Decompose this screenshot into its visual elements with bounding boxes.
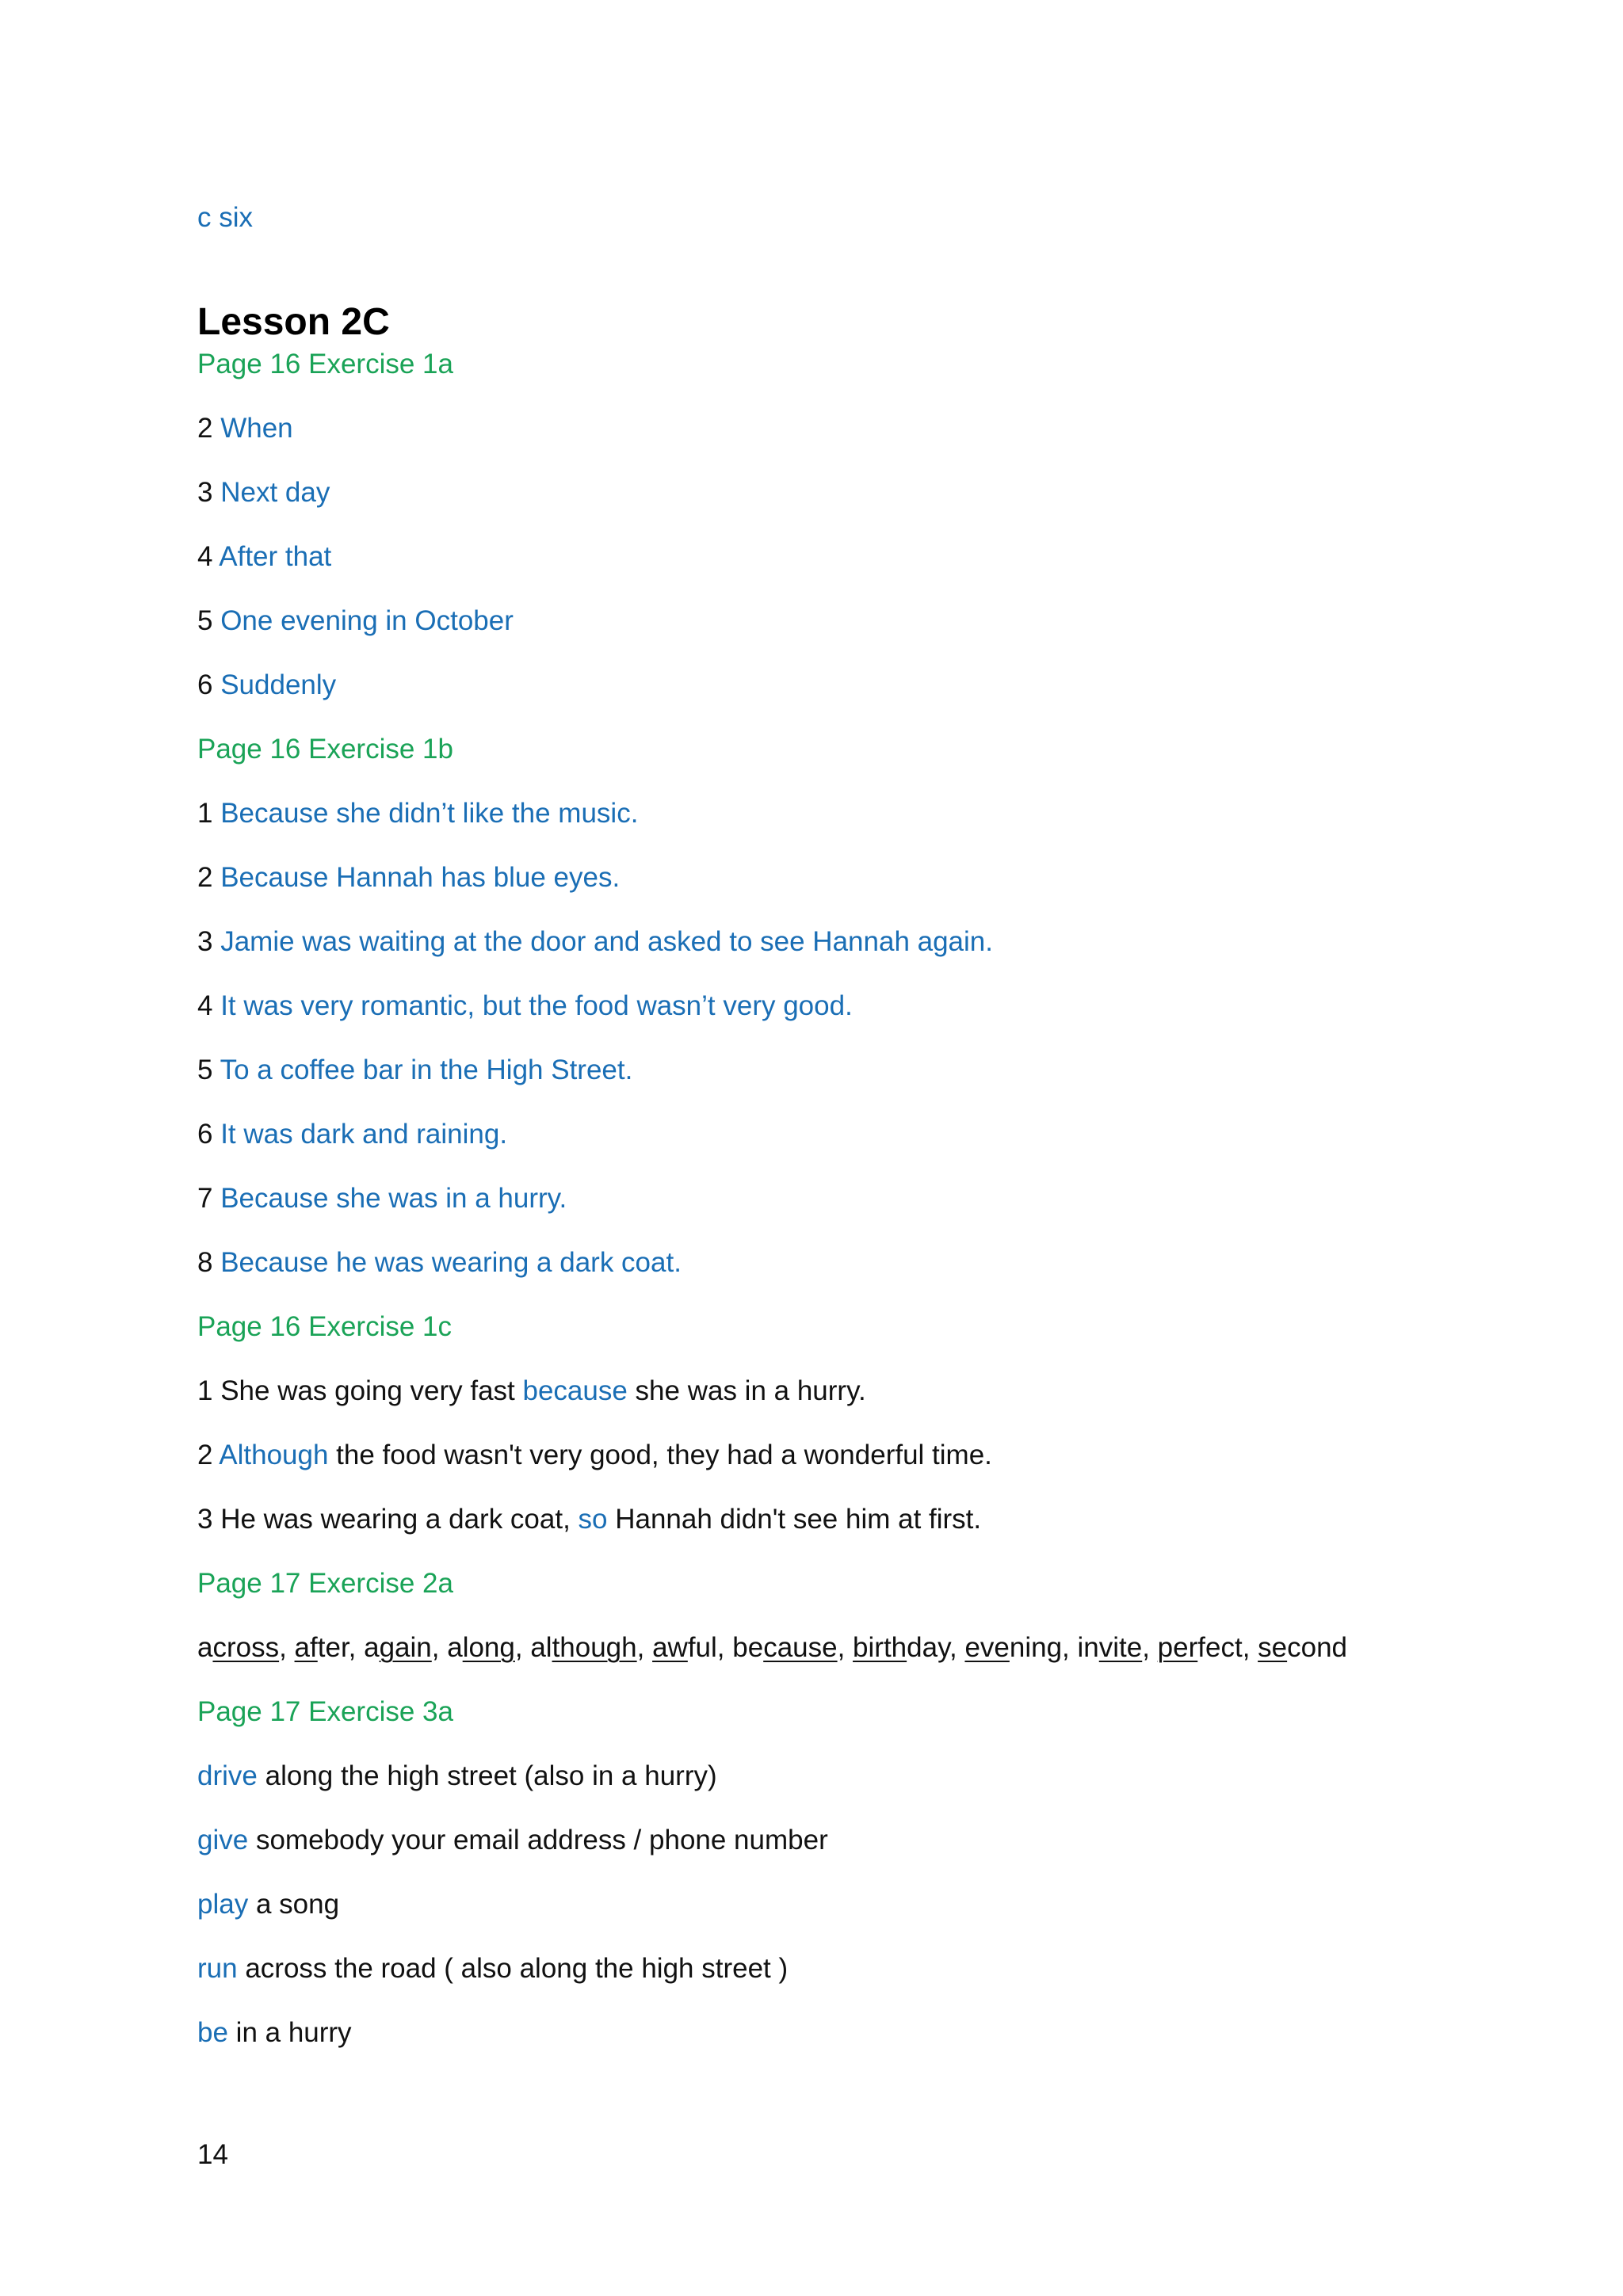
- separator: ,: [949, 1632, 965, 1663]
- stress-word: [853, 1632, 949, 1663]
- stress-word: [530, 1632, 636, 1663]
- unstressed-part: a: [447, 1632, 463, 1663]
- item-number: 3: [197, 926, 213, 957]
- separator: ,: [514, 1632, 531, 1663]
- list-item: [197, 1119, 507, 1150]
- unstressed-part: al: [530, 1632, 552, 1663]
- list-item: [197, 1825, 828, 1856]
- unstressed-part: cond: [1287, 1632, 1348, 1663]
- item-number: 8: [197, 1247, 213, 1278]
- collocation: somebody your email address / phone number: [248, 1825, 828, 1855]
- verb: run: [197, 1953, 238, 1984]
- unstressed-part: be: [732, 1632, 764, 1663]
- answer-text: It was very romantic, but the food wasn’t very good.: [220, 990, 853, 1021]
- answer-text: Because Hannah has blue eyes.: [220, 862, 621, 893]
- sentence-end: Hannah didn't see him at first.: [607, 1504, 982, 1535]
- stressed-syllable: se: [1258, 1632, 1288, 1663]
- item-number: 5: [197, 605, 213, 636]
- separator: ,: [431, 1632, 448, 1663]
- stress-word: [1158, 1632, 1243, 1663]
- collocation: in a hurry: [227, 2017, 352, 2048]
- list-item: [197, 1247, 682, 1279]
- separator: ,: [636, 1632, 653, 1663]
- unstressed-part: fect: [1197, 1632, 1243, 1663]
- stressed-syllable: gain: [379, 1632, 432, 1663]
- sentence-end: she was in a hurry.: [627, 1375, 866, 1406]
- answer-text: Because he was wearing a dark coat.: [220, 1247, 682, 1278]
- list-item: [197, 1183, 567, 1215]
- stressed-syllable: aw: [652, 1632, 688, 1663]
- separator: ,: [716, 1632, 733, 1663]
- list-item: [197, 1440, 992, 1471]
- collocation: along the high street (also in a hurry): [257, 1760, 717, 1791]
- unstressed-part: ful: [687, 1632, 717, 1663]
- stress-word: [964, 1632, 1062, 1663]
- conjunction: because: [522, 1375, 628, 1406]
- list-item: [197, 669, 336, 701]
- list-item: [197, 798, 638, 830]
- stressed-syllable: though: [552, 1632, 637, 1663]
- section-header-ex3a: Page 17 Exercise 3a: [197, 1696, 453, 1727]
- list-item: [197, 1760, 717, 1792]
- stress-word: [652, 1632, 717, 1663]
- stress-word: [197, 1632, 279, 1663]
- answer-text: Suddenly: [220, 669, 337, 700]
- answer-text: Next day: [220, 477, 330, 508]
- answer-text: Jamie was waiting at the door and asked to see Hannah again.: [220, 926, 993, 957]
- top-answer: c six: [197, 202, 253, 233]
- item-number: 6: [197, 1119, 213, 1150]
- answer-text: It was dark and raining.: [220, 1119, 508, 1150]
- separator: ,: [279, 1632, 295, 1663]
- verb: give: [197, 1825, 249, 1855]
- list-item: [197, 862, 620, 894]
- stressed-syllable: cause: [763, 1632, 838, 1663]
- sentence-start: 3 He was wearing a dark coat,: [197, 1504, 579, 1535]
- page-number: 14: [197, 2139, 228, 2170]
- list-item: [197, 1889, 339, 1920]
- conjunction: Although: [219, 1440, 329, 1470]
- collocation: across the road ( also along the high street ): [237, 1953, 789, 1984]
- unstressed-part: in: [1077, 1632, 1099, 1663]
- collocation: a song: [248, 1889, 340, 1920]
- stressed-syllable: per: [1157, 1632, 1198, 1663]
- stress-word: [732, 1632, 837, 1663]
- list-item: [197, 990, 853, 1022]
- stress-word: [1078, 1632, 1143, 1663]
- sentence-start: 1 She was going very fast: [197, 1375, 523, 1406]
- conjunction: so: [578, 1504, 608, 1535]
- unstressed-part: a: [364, 1632, 380, 1663]
- unstressed-part: ning: [1009, 1632, 1063, 1663]
- section-header-ex1b: Page 16 Exercise 1b: [197, 734, 453, 765]
- item-number: 4: [197, 541, 213, 572]
- answer-text: One evening in October: [220, 605, 514, 636]
- item-number: 5: [197, 1055, 213, 1085]
- separator: ,: [1062, 1632, 1078, 1663]
- verb: drive: [197, 1760, 258, 1791]
- list-item: [197, 2017, 352, 2049]
- item-number: 2: [197, 413, 213, 444]
- stress-word: [295, 1632, 349, 1663]
- lesson-title: Lesson 2C: [197, 301, 390, 343]
- list-item: [197, 1055, 632, 1086]
- unstressed-part: day: [907, 1632, 949, 1663]
- answer-text: After that: [219, 541, 332, 572]
- sentence-start: 2: [197, 1440, 220, 1470]
- item-number: 3: [197, 477, 213, 508]
- sentence-end: the food wasn't very good, they had a wonderful time.: [328, 1440, 992, 1470]
- unstressed-part: a: [197, 1632, 213, 1663]
- section-header-ex2a: Page 17 Exercise 2a: [197, 1568, 453, 1599]
- answer-text: Because she didn’t like the music.: [220, 798, 639, 829]
- answer-text: Because she was in a hurry.: [220, 1183, 567, 1214]
- answer-text: To a coffee bar in the High Street.: [220, 1055, 633, 1085]
- stressed-words-line: [197, 1632, 1347, 1664]
- verb: play: [197, 1889, 249, 1920]
- stress-word: [364, 1632, 432, 1663]
- separator: ,: [1242, 1632, 1258, 1663]
- item-number: 6: [197, 669, 213, 700]
- separator: ,: [348, 1632, 365, 1663]
- item-number: 1: [197, 798, 213, 829]
- stressed-syllable: vite: [1098, 1632, 1143, 1663]
- item-number: 2: [197, 862, 213, 893]
- list-item: [197, 541, 331, 573]
- separator: ,: [837, 1632, 854, 1663]
- stressed-syllable: cross: [212, 1632, 280, 1663]
- section-header-ex1c: Page 16 Exercise 1c: [197, 1311, 453, 1342]
- answer-text: When: [220, 413, 293, 444]
- list-item: [197, 605, 514, 637]
- stressed-syllable: af: [294, 1632, 318, 1663]
- list-item: [197, 477, 330, 509]
- stressed-syllable: birth: [853, 1632, 907, 1663]
- separator: ,: [1142, 1632, 1158, 1663]
- verb: be: [197, 2017, 228, 2048]
- item-number: 7: [197, 1183, 213, 1214]
- stress-word: [1258, 1632, 1347, 1663]
- list-item: [197, 1953, 788, 1985]
- stress-word: [447, 1632, 515, 1663]
- list-item: [197, 1504, 981, 1535]
- unstressed-part: ter: [317, 1632, 349, 1663]
- stressed-syllable: long: [462, 1632, 515, 1663]
- list-item: [197, 1375, 866, 1407]
- list-item: [197, 413, 293, 444]
- stressed-syllable: eve: [964, 1632, 1010, 1663]
- item-number: 4: [197, 990, 213, 1021]
- section-header-ex1a: Page 16 Exercise 1a: [197, 349, 453, 379]
- list-item: [197, 926, 993, 958]
